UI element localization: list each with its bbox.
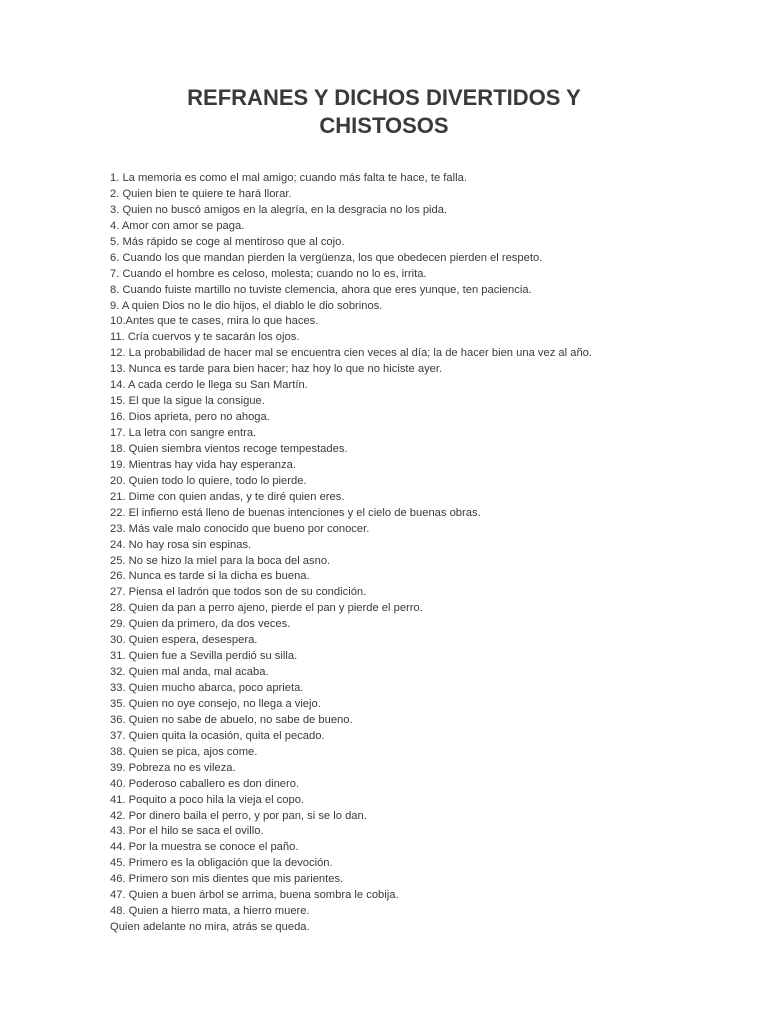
proverb-list [110,171,730,936]
proverb-item: 14. A cada cerdo le llega su San Martín. [110,379,308,392]
proverb-item: 23. Más vale malo conocido que bueno por conocer. [110,522,370,535]
proverb-item: 1. La memoria es como el mal amigo; cuando más falta te hace, te falla. [110,172,467,184]
title-line-2: CHISTOSOS [319,113,449,138]
proverb-item: 30. Quien espera, desespera. [110,634,258,647]
proverb-item: 41. Poquito a poco hila la vieja el copo. [110,793,305,806]
proverb-item: 44. Por la muestra se conoce el paño. [110,841,299,854]
proverb-item: 17. La letra con sangre entra. [110,427,257,439]
proverb-item: 11. Cría cuervos y te sacarán los ojos. [110,331,300,344]
proverb-item: 16. Dios aprieta, pero no ahoga. [110,411,270,424]
proverb-item: 47. Quien a buen árbol se arrima, buena sombra le cobija. [110,889,399,902]
proverb-item: 42. Por dinero baila el perro, y por pan, si se lo dan. [110,809,367,822]
proverb-item: 24. No hay rosa sin espinas. [110,538,252,551]
proverb-item: Quien adelante no mira, atrás se queda. [110,921,310,934]
proverb-item: 38. Quien se pica, ajos come. [110,745,258,758]
proverb-item: 39. Pobreza no es vileza. [110,761,236,774]
proverb-item: 3. Quien no buscó amigos en la alegría, en la desgracia no los pida. [110,203,448,216]
proverb-item: 25. No se hizo la miel para la boca del asno. [110,554,331,567]
proverb-item: 6. Cuando los que mandan pierden la vergüenza, los que obedecen pierden el respeto. [110,251,543,264]
document-title [0,84,768,140]
proverb-item: 22. El infierno está lleno de buenas intenciones y el cielo de buenas obras. [110,506,481,519]
proverb-item: 2. Quien bien te quiere te hará llorar. [110,187,292,200]
proverb-item: 10.Antes que te cases, mira lo que haces. [110,315,319,328]
proverb-item: 7. Cuando el hombre es celoso, molesta; cuando no lo es, irrita. [110,267,427,280]
proverb-item: 29. Quien da primero, da dos veces. [110,618,291,631]
proverb-item: 5. Más rápido se coge al mentiroso que al cojo. [110,235,345,248]
proverb-item: 43. Por el hilo se saca el ovillo. [110,825,264,838]
proverb-item: 48. Quien a hierro mata, a hierro muere. [110,905,310,918]
proverb-item: 40. Poderoso caballero es don dinero. [110,777,300,790]
proverb-item: 19. Mientras hay vida hay esperanza. [110,458,296,471]
proverb-item: 28. Quien da pan a perro ajeno, pierde el pan y pierde el perro. [110,602,423,615]
proverb-item: 13. Nunca es tarde para bien hacer; haz hoy lo que no hiciste ayer. [110,363,443,376]
proverb-item: 20. Quien todo lo quiere, todo lo pierde. [110,474,307,487]
proverb-item: 35. Quien no oye consejo, no llega a viejo. [110,697,321,710]
proverb-item: 18. Quien siembra vientos recoge tempestades. [110,442,348,455]
proverb-item: 36. Quien no sabe de abuelo, no sabe de bueno. [110,713,353,726]
proverb-item: 37. Quien quita la ocasión, quita el pecado. [110,729,325,742]
proverb-item: 26. Nunca es tarde si la dicha es buena. [110,570,310,583]
proverb-item: 45. Primero es la obligación que la devoción. [110,857,333,870]
proverb-item: 9. A quien Dios no le dio hijos, el diablo le dio sobrinos. [110,299,383,312]
proverb-item: 8. Cuando fuiste martillo no tuviste clemencia, ahora que eres yunque, ten paciencia. [110,283,532,296]
title-line-1: REFRANES Y DICHOS DIVERTIDOS Y [187,85,581,110]
proverb-item: 21. Dime con quien andas, y te diré quien eres. [110,490,345,503]
proverb-item: 46. Primero son mis dientes que mis parientes. [110,873,344,886]
proverb-item: 31. Quien fue a Sevilla perdió su silla. [110,650,298,663]
proverb-item: 4. Amor con amor se paga. [110,219,245,232]
proverb-item: 32. Quien mal anda, mal acaba. [110,666,269,679]
proverb-item: 33. Quien mucho abarca, poco aprieta. [110,682,304,694]
proverb-item: 27. Piensa el ladrón que todos son de su condición. [110,586,367,599]
proverb-item: 12. La probabilidad de hacer mal se encuentra cien veces al día; la de hacer bien una vez al año. [110,347,593,360]
proverb-item: 15. El que la sigue la consigue. [110,395,265,408]
